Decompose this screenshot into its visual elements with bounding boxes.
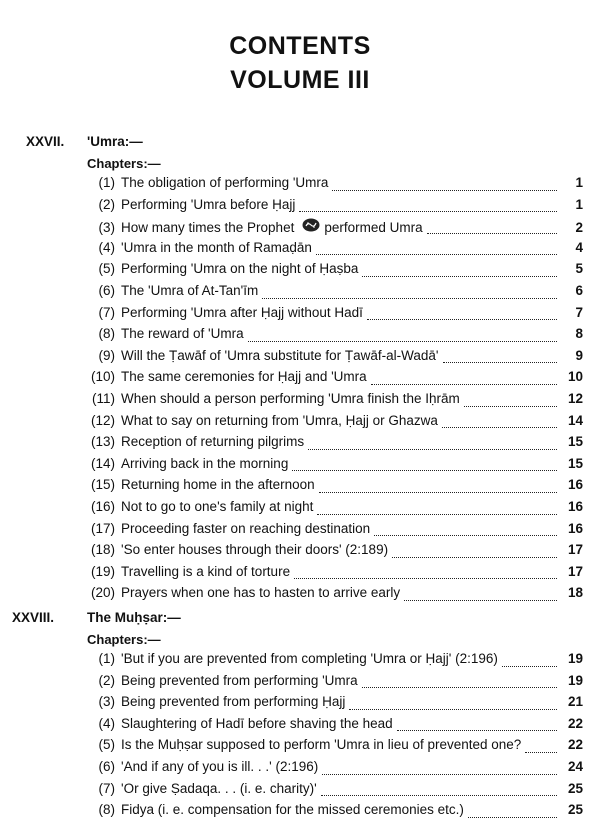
page-number: 17 (567, 563, 583, 579)
entry-title: Will the Ṭawāf of 'Umra substitute for Ṭawāf-al-Wadā' (121, 347, 439, 363)
page-number: 12 (567, 391, 583, 406)
entry-title: The reward of 'Umra (121, 326, 244, 342)
toc-entry (87, 716, 583, 738)
entry-number: (17) (90, 520, 115, 536)
section-name: 'Umra:— (87, 134, 143, 149)
entry-title: 'Or give Ṣadaqa. . . (i. e. charity)' (121, 780, 317, 796)
page-number: 21 (567, 694, 583, 710)
entry-number: (18) (90, 542, 115, 558)
dot-leader (362, 276, 557, 277)
dot-leader (262, 298, 557, 299)
page-number: 7 (575, 304, 583, 320)
entry-title: 'And if any of you is ill. . .' (2:196) (121, 759, 319, 774)
toc-entry (87, 240, 583, 262)
entry-title: Being prevented from performing Ḥajj (121, 694, 346, 710)
entry-number: (14) (90, 455, 115, 471)
toc-entry (87, 413, 583, 435)
entry-title: Reception of returning pilgrims (121, 434, 305, 450)
entry-number: (5) (98, 737, 115, 753)
dot-leader (371, 384, 557, 385)
page-number: 25 (567, 802, 583, 818)
page-number: 16 (567, 520, 583, 536)
entry-title: Performing 'Umra after Ḥajj without Hadī (121, 304, 363, 320)
entry-number: (6) (98, 759, 115, 774)
page-number: 15 (567, 434, 583, 450)
entry-number: (8) (98, 326, 115, 342)
entry-number: (16) (90, 499, 115, 514)
chapters-label: Chapters:— (87, 156, 161, 171)
page-number: 14 (567, 412, 583, 428)
page-number: 24 (567, 759, 583, 774)
entry-title: Fidya (i. e. compensation for the missed ceremonies etc.) (121, 802, 464, 818)
toc-entry (87, 283, 583, 305)
entry-title: Not to go to one's family at night (121, 499, 314, 514)
entry-number: (3) (98, 694, 115, 710)
page-number: 22 (567, 737, 583, 753)
section-name: The Muḥṣar:— (87, 610, 181, 625)
toc-entry (87, 542, 583, 564)
section-number: XXVIII. (12, 610, 55, 625)
page-number: 16 (567, 499, 583, 514)
entry-number: (11) (91, 391, 115, 406)
dot-leader (362, 687, 557, 688)
entry-title-continued: performed Umra (324, 220, 423, 236)
dot-leader (374, 535, 557, 536)
entry-number: (12) (90, 412, 115, 428)
dot-leader (316, 254, 557, 255)
entry-title: Is the Muḥṣar supposed to perform 'Umra in lieu of prevented one? (121, 737, 522, 753)
entry-title: Performing 'Umra on the night of Ḥaṣba (121, 261, 359, 277)
toc-entry (87, 802, 583, 824)
entry-number: (2) (98, 196, 115, 212)
dot-leader (367, 319, 557, 320)
entry-title: Arriving back in the morning (121, 455, 289, 471)
dot-leader (332, 190, 557, 191)
entry-title: What to say on returning from 'Umra, Ḥajj or Ghazwa (121, 412, 438, 428)
section-number: XXVII. (26, 134, 65, 149)
page-number: 10 (567, 369, 583, 385)
page-number: 25 (567, 780, 583, 796)
entry-number: (7) (98, 304, 115, 320)
toc-entry (87, 369, 583, 391)
toc-entry (87, 218, 583, 240)
toc-entry (87, 781, 583, 803)
dot-leader (404, 600, 557, 601)
entry-number: (5) (98, 261, 115, 277)
page-number: 9 (575, 347, 583, 363)
dot-leader (397, 730, 557, 731)
toc-entry (87, 694, 583, 716)
page-number: 19 (567, 651, 583, 666)
dot-leader (443, 362, 557, 363)
dot-leader (248, 341, 557, 342)
toc-entry (87, 759, 583, 781)
page-number: 5 (575, 261, 583, 277)
dot-leader (392, 557, 557, 558)
page-number: 4 (575, 239, 583, 255)
page-number: 1 (575, 175, 583, 190)
toc-entry (87, 673, 583, 695)
dot-leader (321, 795, 557, 796)
dot-leader (322, 774, 557, 775)
page-number: 6 (575, 283, 583, 298)
toc-entry (87, 434, 583, 456)
dot-leader (464, 406, 557, 407)
entry-number: (10) (90, 369, 115, 385)
entry-number: (4) (98, 715, 115, 731)
toc-entry (87, 326, 583, 348)
entry-number: (9) (98, 347, 115, 363)
toc-entry (87, 585, 583, 607)
entry-title: 'Umra in the month of Ramaḍān (121, 239, 312, 255)
toc-entry (87, 348, 583, 370)
chapters-label: Chapters:— (87, 632, 161, 647)
page-number: 2 (575, 220, 583, 236)
entry-title: How many times the Prophet (121, 220, 295, 236)
toc-entry (87, 391, 583, 413)
page-number: 18 (567, 585, 583, 601)
volume-title: VOLUME III (230, 66, 370, 94)
entry-title: The obligation of performing 'Umra (121, 175, 329, 190)
entry-title: Returning home in the afternoon (121, 477, 315, 493)
entry-number: (6) (98, 283, 115, 298)
page-number: 15 (567, 455, 583, 471)
dot-leader (308, 449, 557, 450)
entry-title: Proceeding faster on reaching destination (121, 520, 371, 536)
page-number: 8 (575, 326, 583, 342)
dot-leader (299, 211, 557, 212)
toc-entry (87, 477, 583, 499)
toc-entry (87, 456, 583, 478)
entry-number: (15) (90, 477, 115, 493)
toc-entry (87, 564, 583, 586)
page-number: 1 (575, 196, 583, 212)
dot-leader (427, 233, 557, 234)
entry-title: The 'Umra of At-Tan'īm (121, 283, 259, 298)
entry-title: When should a person performing 'Umra finish the Iḥrām (121, 391, 460, 406)
dot-leader (349, 709, 557, 710)
dot-leader (292, 470, 557, 471)
page-number: 22 (567, 715, 583, 731)
page-number: 16 (567, 477, 583, 493)
toc-entry (87, 305, 583, 327)
toc-entry (87, 499, 583, 521)
toc-entry (87, 651, 583, 673)
entry-number: (3) (98, 220, 115, 236)
toc-entry (87, 521, 583, 543)
dot-leader (502, 666, 557, 667)
entry-number: (2) (98, 672, 115, 688)
entry-title: 'But if you are prevented from completing 'Umra or Ḥajj' (2:196) (121, 651, 498, 666)
entry-number: (20) (90, 585, 115, 601)
entry-title: 'So enter houses through their doors' (2:189) (121, 542, 389, 558)
toc-entry (87, 737, 583, 759)
entry-title: Slaughtering of Hadī before shaving the head (121, 715, 393, 731)
honorific-seal-icon (302, 218, 320, 232)
page-title: CONTENTS (229, 32, 371, 60)
dot-leader (317, 514, 557, 515)
page-number: 19 (567, 672, 583, 688)
entry-number: (1) (98, 651, 115, 666)
dot-leader (319, 492, 557, 493)
entry-number: (1) (98, 175, 115, 190)
dot-leader (525, 752, 557, 753)
page-number: 17 (567, 542, 583, 558)
entry-title: The same ceremonies for Ḥajj and 'Umra (121, 369, 367, 385)
dot-leader (442, 427, 557, 428)
entry-number: (4) (98, 239, 115, 255)
entry-title: Travelling is a kind of torture (121, 563, 291, 579)
toc-entry (87, 261, 583, 283)
entry-number: (8) (98, 802, 115, 818)
dot-leader (294, 578, 557, 579)
entry-title: Prayers when one has to hasten to arrive early (121, 585, 401, 601)
entry-title: Performing 'Umra before Ḥajj (121, 196, 296, 212)
toc-entry (87, 197, 583, 219)
entry-number: (13) (90, 434, 115, 450)
entry-number: (7) (98, 780, 115, 796)
entry-title: Being prevented from performing 'Umra (121, 672, 358, 688)
entry-number: (19) (90, 563, 115, 579)
dot-leader (468, 817, 557, 818)
toc-entry (87, 175, 583, 197)
